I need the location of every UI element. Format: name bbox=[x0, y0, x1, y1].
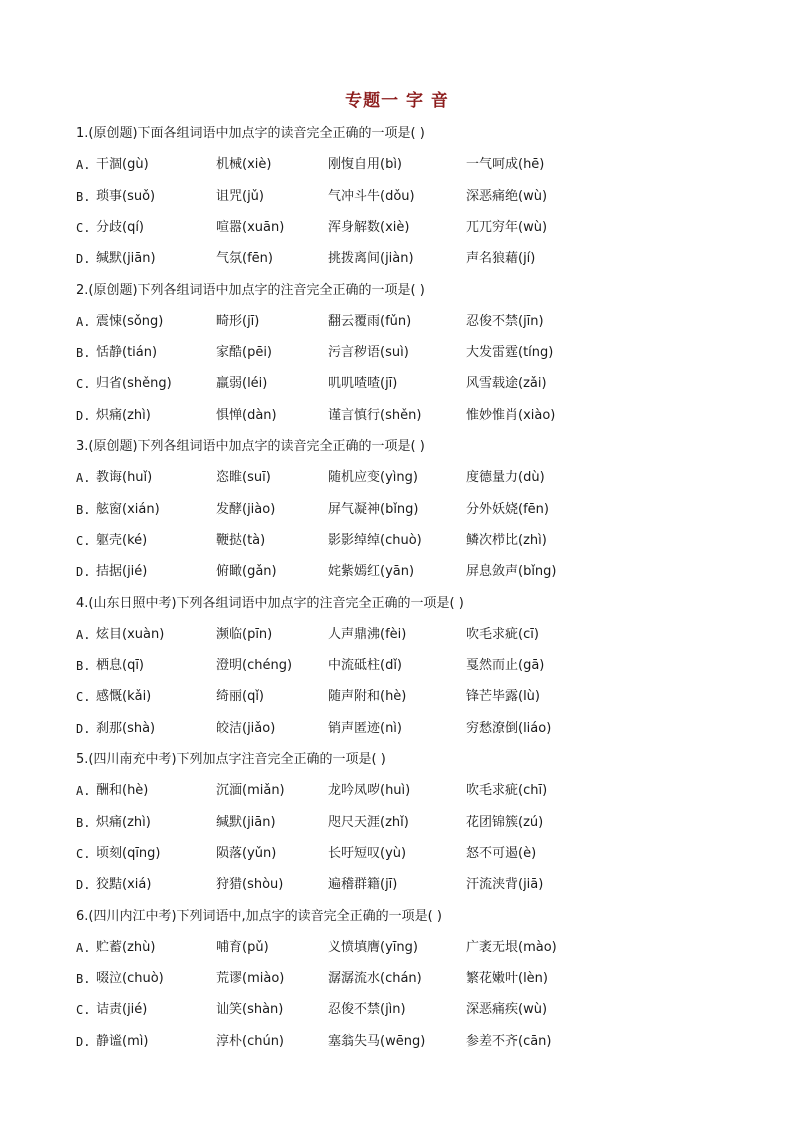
option-row bbox=[76, 781, 716, 801]
option-row bbox=[76, 562, 716, 582]
word-item: 一气呵成(hē) bbox=[466, 157, 545, 173]
option-letter: C. bbox=[76, 846, 91, 861]
word-item: 舷窗(xián) bbox=[96, 501, 160, 517]
word-item: 气冲斗牛(dǒu) bbox=[328, 188, 415, 204]
question-stem: 1.(原创题)下面各组词语中加点字的读音完全正确的一项是( ) bbox=[76, 126, 425, 141]
word-item: 荒谬(miào) bbox=[216, 971, 285, 987]
word-item: 兀兀穷年(wù) bbox=[466, 219, 548, 235]
option-letter: D. bbox=[76, 721, 91, 736]
option-row bbox=[76, 374, 716, 394]
word-item: 缄默(jiān) bbox=[96, 251, 156, 267]
option-letter: B. bbox=[76, 189, 91, 204]
option-row bbox=[76, 656, 716, 676]
word-item: 风雪载途(zǎi) bbox=[466, 376, 547, 392]
word-item: 躯壳(ké) bbox=[96, 532, 148, 548]
option-row bbox=[76, 155, 716, 175]
option-row bbox=[76, 625, 716, 645]
word-item: 汗流浃背(jiā) bbox=[466, 877, 544, 893]
word-item: 俯瞰(gǎn) bbox=[216, 564, 277, 580]
word-item: 狡黠(xiá) bbox=[96, 877, 152, 893]
word-item: 炽痛(zhì) bbox=[96, 407, 151, 423]
option-row bbox=[76, 1032, 716, 1052]
option-letter: C. bbox=[76, 533, 91, 548]
option-row bbox=[76, 687, 716, 707]
word-item: 屏息敛声(bǐng) bbox=[466, 564, 557, 580]
word-item: 啜泣(chuò) bbox=[96, 971, 164, 987]
word-item: 贮蓄(zhù) bbox=[96, 939, 156, 955]
option-letter: A. bbox=[76, 627, 91, 642]
word-item: 忍俊不禁(jīn) bbox=[466, 313, 544, 329]
word-item: 濒临(pīn) bbox=[216, 626, 273, 642]
word-item: 谨言慎行(shěn) bbox=[328, 407, 422, 423]
word-item: 广袤无垠(mào) bbox=[466, 939, 557, 955]
word-item: 教诲(huǐ) bbox=[96, 470, 153, 486]
word-item: 叽叽喳喳(jī) bbox=[328, 376, 398, 392]
question-stem: 5.(四川南充中考)下列加点字注音完全正确的一项是( ) bbox=[76, 752, 386, 767]
option-row bbox=[76, 875, 716, 895]
word-item: 大发雷霆(tíng) bbox=[466, 345, 554, 361]
word-item: 狩猎(shòu) bbox=[216, 877, 284, 893]
word-item: 长吁短叹(yù) bbox=[328, 845, 407, 861]
page-title: 专题一 字 音 bbox=[345, 91, 449, 111]
word-item: 诅咒(jǔ) bbox=[216, 188, 264, 204]
word-item: 沉湎(miǎn) bbox=[216, 783, 285, 799]
word-item: 惧惮(dàn) bbox=[216, 407, 277, 423]
word-item: 分外妖娆(fēn) bbox=[466, 501, 549, 517]
option-letter: D. bbox=[76, 878, 91, 893]
word-item: 气氛(fēn) bbox=[216, 251, 273, 267]
word-item: 销声匿迹(nì) bbox=[328, 720, 402, 736]
word-item: 挑拨离间(jiàn) bbox=[328, 251, 414, 267]
option-row bbox=[76, 218, 716, 238]
option-letter: D. bbox=[76, 1034, 91, 1049]
word-item: 怒不可遏(è) bbox=[466, 845, 537, 861]
word-item: 酬和(hè) bbox=[96, 783, 149, 799]
word-item: 静谧(mì) bbox=[96, 1033, 149, 1049]
word-item: 陨落(yǔn) bbox=[216, 845, 277, 861]
word-item: 发酵(jiào) bbox=[216, 501, 276, 517]
word-item: 吹毛求疵(chī) bbox=[466, 783, 548, 799]
word-item: 翻云覆雨(fǔn) bbox=[328, 313, 412, 329]
option-row bbox=[76, 500, 716, 520]
word-item: 琐事(suǒ) bbox=[96, 188, 156, 204]
option-letter: C. bbox=[76, 220, 91, 235]
word-item: 诘责(jié) bbox=[96, 1002, 148, 1018]
question-stem: 3.(原创题)下列各组词语中加点字的读音完全正确的一项是( ) bbox=[76, 439, 425, 454]
word-item: 鳞次栉比(zhì) bbox=[466, 532, 547, 548]
word-item: 参差不齐(cān) bbox=[466, 1033, 552, 1049]
option-row bbox=[76, 343, 716, 363]
word-item: 羸弱(léi) bbox=[216, 376, 268, 392]
option-letter: A. bbox=[76, 784, 91, 799]
option-row bbox=[76, 1000, 716, 1020]
word-item: 屏气凝神(bǐng) bbox=[328, 501, 419, 517]
option-row bbox=[76, 938, 716, 958]
word-item: 顷刻(qīng) bbox=[96, 845, 161, 861]
word-item: 咫尺天涯(zhǐ) bbox=[328, 814, 409, 830]
word-item: 家酷(pēi) bbox=[216, 345, 273, 361]
question-stem: 6.(四川内江中考)下列词语中,加点字的读音完全正确的一项是( ) bbox=[76, 908, 442, 924]
word-item: 忍俊不禁(jìn) bbox=[328, 1002, 406, 1018]
question-stem: 4.(山东日照中考)下列各组词语中加点字的注音完全正确的一项是( ) bbox=[76, 595, 464, 611]
question-stem: 2.(原创题)下列各组词语中加点字的注音完全正确的一项是( ) bbox=[76, 282, 425, 298]
word-item: 归省(shěng) bbox=[96, 376, 172, 392]
word-item: 干涸(gù) bbox=[96, 157, 149, 173]
word-item: 刹那(shà) bbox=[96, 720, 156, 736]
word-item: 戛然而止(gā) bbox=[466, 658, 545, 674]
word-item: 畸形(jī) bbox=[216, 313, 260, 329]
option-letter: B. bbox=[76, 659, 91, 674]
word-item: 影影绰绰(chuò) bbox=[328, 532, 422, 548]
word-item: 鞭挞(tà) bbox=[216, 532, 266, 548]
word-item: 缄默(jiān) bbox=[216, 814, 276, 830]
option-row bbox=[76, 187, 716, 207]
word-item: 度德量力(dù) bbox=[466, 470, 545, 486]
word-item: 栖息(qī) bbox=[96, 658, 145, 674]
option-letter: A. bbox=[76, 940, 91, 955]
word-item: 塞翁失马(wēng) bbox=[328, 1033, 426, 1049]
option-row bbox=[76, 813, 716, 833]
option-row bbox=[76, 969, 716, 989]
option-letter: D. bbox=[76, 252, 91, 267]
word-item: 义愤填膺(yīng) bbox=[328, 939, 418, 955]
word-item: 喧嚣(xuān) bbox=[216, 219, 285, 235]
option-letter: A. bbox=[76, 314, 91, 329]
word-item: 刚愎自用(bì) bbox=[328, 157, 403, 173]
word-item: 讪笑(shàn) bbox=[216, 1002, 284, 1018]
option-letter: D. bbox=[76, 408, 91, 423]
word-item: 随声附和(hè) bbox=[328, 689, 407, 705]
option-letter: B. bbox=[76, 972, 91, 987]
word-item: 恣睢(suī) bbox=[216, 470, 271, 486]
option-letter: D. bbox=[76, 565, 91, 580]
word-item: 穷愁潦倒(liáo) bbox=[466, 720, 552, 736]
option-row bbox=[76, 468, 716, 488]
word-item: 哺育(pǔ) bbox=[216, 939, 269, 955]
word-item: 吹毛求疵(cī) bbox=[466, 626, 539, 642]
word-item: 遍稽群籍(jī) bbox=[328, 877, 398, 893]
word-item: 龙吟凤哕(huì) bbox=[328, 783, 411, 799]
option-row bbox=[76, 719, 716, 739]
option-row bbox=[76, 531, 716, 551]
option-row bbox=[76, 312, 716, 332]
word-item: 感慨(kǎi) bbox=[96, 689, 152, 705]
word-item: 分歧(qí) bbox=[96, 219, 145, 235]
word-item: 深恶痛疾(wù) bbox=[466, 1002, 548, 1018]
word-item: 声名狼藉(jí) bbox=[466, 251, 536, 267]
option-row bbox=[76, 406, 716, 426]
option-letter: A. bbox=[76, 471, 91, 486]
word-item: 惟妙惟肖(xiào) bbox=[466, 407, 556, 423]
word-item: 淳朴(chún) bbox=[216, 1033, 285, 1049]
word-item: 拮据(jié) bbox=[96, 564, 148, 580]
word-item: 繁花嫩叶(lèn) bbox=[466, 971, 548, 987]
option-row bbox=[76, 844, 716, 864]
option-letter: C. bbox=[76, 1003, 91, 1018]
option-letter: B. bbox=[76, 815, 91, 830]
word-item: 姹紫嫣红(yān) bbox=[328, 564, 415, 580]
option-letter: B. bbox=[76, 502, 91, 517]
word-item: 潺潺流水(chán) bbox=[328, 971, 422, 987]
option-row bbox=[76, 249, 716, 269]
option-letter: C. bbox=[76, 377, 91, 392]
word-item: 澄明(chéng) bbox=[216, 658, 293, 674]
word-item: 锋芒毕露(lù) bbox=[466, 689, 540, 705]
word-item: 浑身解数(xiè) bbox=[328, 219, 410, 235]
word-item: 皎洁(jiǎo) bbox=[216, 720, 276, 736]
word-item: 震悚(sǒng) bbox=[96, 313, 164, 329]
word-item: 恬静(tián) bbox=[96, 345, 158, 361]
option-letter: A. bbox=[76, 158, 91, 173]
word-item: 机械(xiè) bbox=[216, 157, 272, 173]
word-item: 炫目(xuàn) bbox=[96, 626, 165, 642]
word-item: 绮丽(qǐ) bbox=[216, 689, 265, 705]
word-item: 中流砥柱(dǐ) bbox=[328, 658, 403, 674]
word-item: 炽痛(zhì) bbox=[96, 814, 151, 830]
word-item: 人声鼎沸(fèi) bbox=[328, 626, 407, 642]
option-letter: C. bbox=[76, 690, 91, 705]
word-item: 花团锦簇(zú) bbox=[466, 814, 544, 830]
option-letter: B. bbox=[76, 346, 91, 361]
word-item: 深恶痛绝(wù) bbox=[466, 188, 548, 204]
word-item: 污言秽语(suì) bbox=[328, 345, 409, 361]
word-item: 随机应变(yìng) bbox=[328, 470, 418, 486]
